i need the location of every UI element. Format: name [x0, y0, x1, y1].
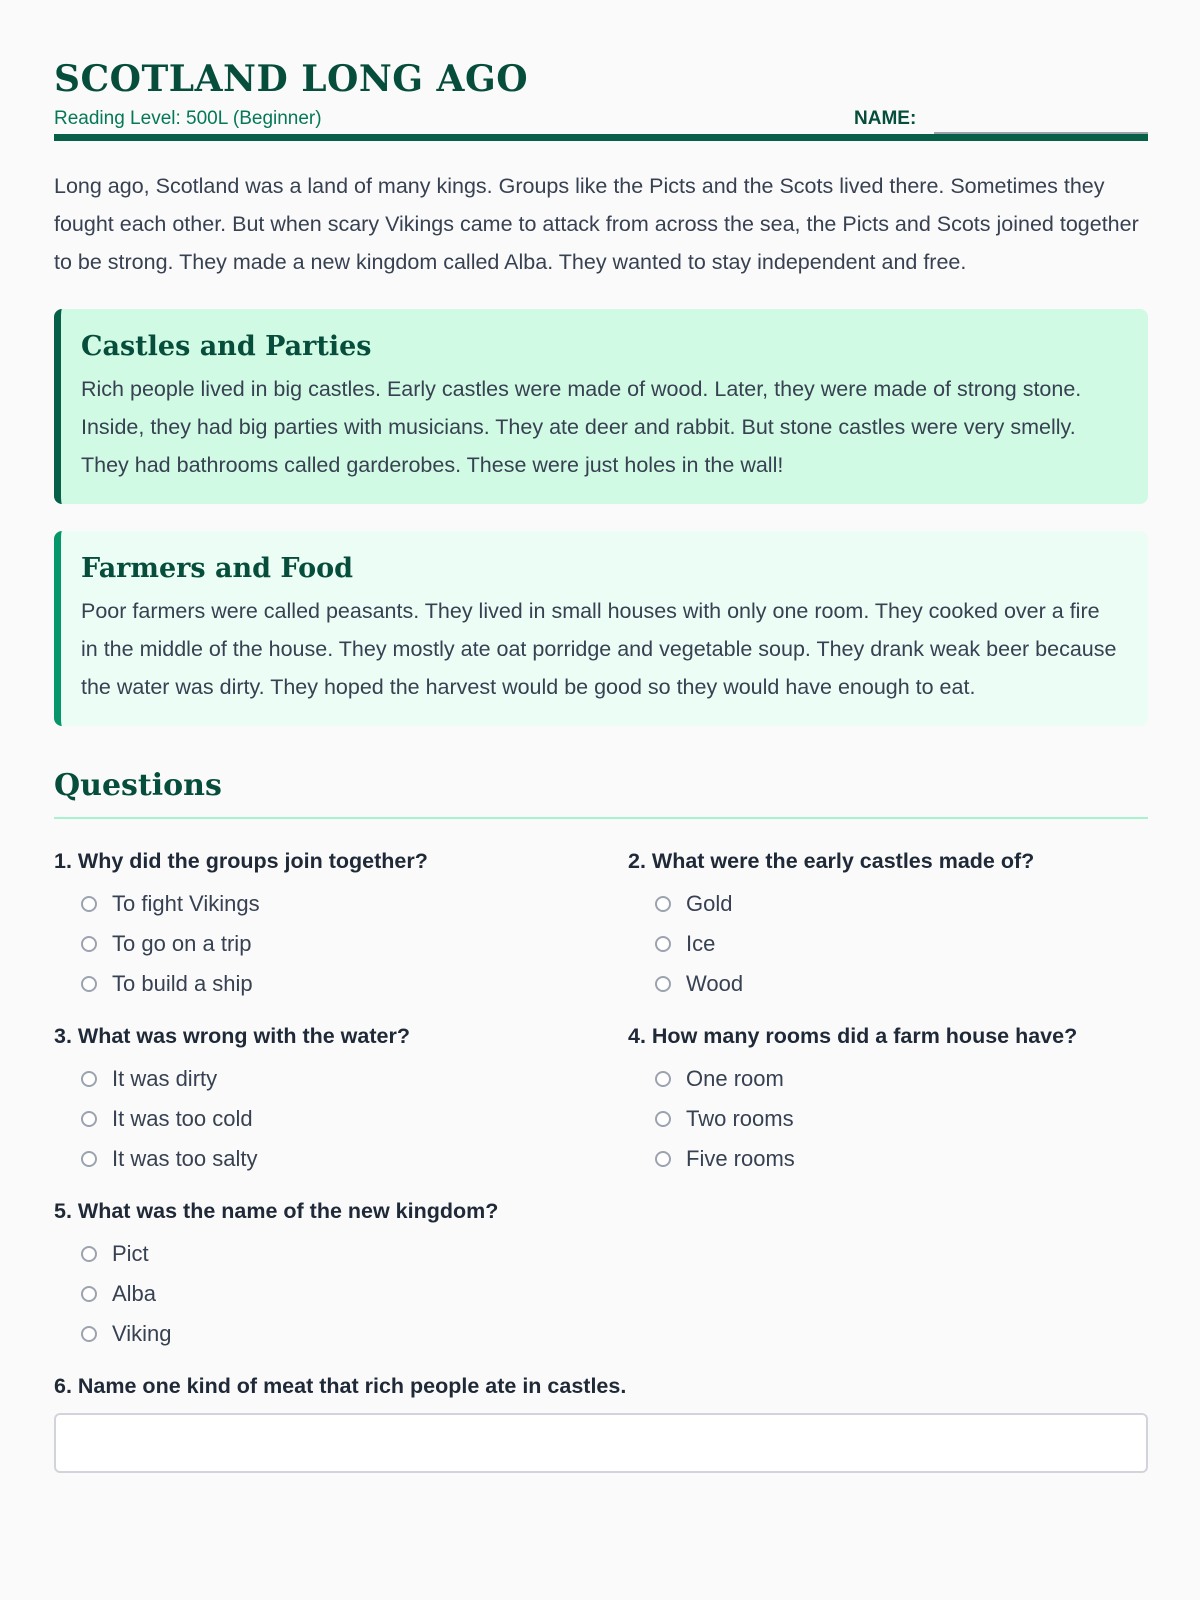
answer-option[interactable] — [54, 1059, 628, 1099]
radio-button[interactable] — [655, 1151, 671, 1167]
castles-section — [54, 309, 1148, 504]
answer-option[interactable] — [54, 964, 628, 1004]
answer-option[interactable] — [54, 1274, 628, 1314]
radio-button[interactable] — [81, 1111, 97, 1127]
radio-button[interactable] — [81, 1326, 97, 1342]
name-label: NAME: — [854, 108, 917, 129]
farmers-section — [54, 531, 1148, 726]
radio-button[interactable] — [655, 1111, 671, 1127]
option-label: It was too cold — [112, 1106, 253, 1131]
intro-paragraph: Long ago, Scotland was a land of many kings. Groups like the Picts and the Scots lived there. Sometimes they fought each other. But when scary Vikings came to attack from across the sea, the Picts and Scots joined together to be strong. They made a new kingdom called Alba. They wanted to stay independent and free. — [54, 174, 1139, 274]
question-text: 5. What was the name of the new kingdom? — [54, 1199, 499, 1223]
question-text: 3. What was wrong with the water? — [54, 1024, 410, 1048]
farmers-section-text: Poor farmers were called peasants. They lived in small houses with only one room. They cooked over a fire in the middle of the house. They mostly ate oat porridge and vegetable soup. They drank weak beer because the water was dirty. They hoped the harvest would be good so they would have enough to eat. — [81, 599, 1117, 699]
option-label: Wood — [686, 971, 744, 996]
answer-option[interactable] — [628, 1059, 1148, 1099]
answer-option[interactable] — [54, 924, 628, 964]
question-6 — [54, 1374, 1148, 1473]
option-label: Alba — [112, 1281, 157, 1306]
answer-option[interactable] — [628, 964, 1148, 1004]
radio-button[interactable] — [655, 1071, 671, 1087]
question-text: 6. Name one kind of meat that rich people ate in castles. — [54, 1374, 627, 1398]
castles-section-text: Rich people lived in big castles. Early castles were made of wood. Later, they were made of strong stone. Inside, they had big parties with musicians. They ate deer and rabbit. But stone castles were very smelly. They had bathrooms called garderobes. These were just holes in the wall! — [81, 377, 1082, 477]
radio-button[interactable] — [81, 976, 97, 992]
option-label: Gold — [686, 891, 733, 916]
question-1 — [54, 849, 628, 1004]
option-label: Viking — [112, 1321, 172, 1346]
answer-option[interactable] — [54, 1234, 628, 1274]
question-2 — [628, 849, 1148, 1004]
radio-button[interactable] — [81, 1286, 97, 1302]
radio-button[interactable] — [81, 936, 97, 952]
radio-button[interactable] — [655, 936, 671, 952]
answer-option[interactable] — [54, 884, 628, 924]
question-5 — [54, 1199, 628, 1354]
questions-heading: Questions — [54, 768, 1148, 819]
question-text: 2. What were the early castles made of? — [628, 849, 1035, 873]
answer-option[interactable] — [628, 884, 1148, 924]
option-label: Five rooms — [686, 1146, 795, 1171]
option-label: One room — [686, 1066, 784, 1091]
castles-section-title: Castles and Parties — [81, 331, 372, 362]
question-3 — [54, 1024, 628, 1179]
answer-option[interactable] — [54, 1139, 628, 1179]
answer-text-field[interactable] — [54, 1413, 1148, 1473]
answer-option[interactable] — [54, 1314, 628, 1354]
question-text: 1. Why did the groups join together? — [54, 849, 428, 873]
option-label: It was too salty — [112, 1146, 258, 1171]
radio-button[interactable] — [81, 896, 97, 912]
farmers-section-title: Farmers and Food — [81, 553, 353, 584]
radio-button[interactable] — [655, 896, 671, 912]
option-label: Two rooms — [686, 1106, 794, 1131]
option-label: Pict — [112, 1241, 149, 1266]
radio-button[interactable] — [81, 1071, 97, 1087]
worksheet-header — [54, 54, 1148, 141]
answer-option[interactable] — [628, 924, 1148, 964]
reading-level: Reading Level: 500L (Beginner) — [54, 108, 322, 129]
question-text: 4. How many rooms did a farm house have? — [628, 1024, 1078, 1048]
radio-button[interactable] — [655, 976, 671, 992]
question-4 — [628, 1024, 1148, 1179]
option-label: To fight Vikings — [112, 891, 260, 916]
worksheet-page — [54, 54, 1148, 1473]
page-title: SCOTLAND LONG AGO — [54, 58, 529, 100]
option-label: To go on a trip — [112, 931, 252, 956]
answer-option[interactable] — [54, 1099, 628, 1139]
radio-button[interactable] — [81, 1246, 97, 1262]
radio-button[interactable] — [81, 1151, 97, 1167]
option-label: To build a ship — [112, 971, 253, 996]
answer-option[interactable] — [628, 1099, 1148, 1139]
option-label: It was dirty — [112, 1066, 218, 1091]
answer-option[interactable] — [628, 1139, 1148, 1179]
name-field-line[interactable] — [934, 132, 1148, 134]
questions-grid — [54, 849, 1148, 1354]
option-label: Ice — [686, 931, 716, 956]
